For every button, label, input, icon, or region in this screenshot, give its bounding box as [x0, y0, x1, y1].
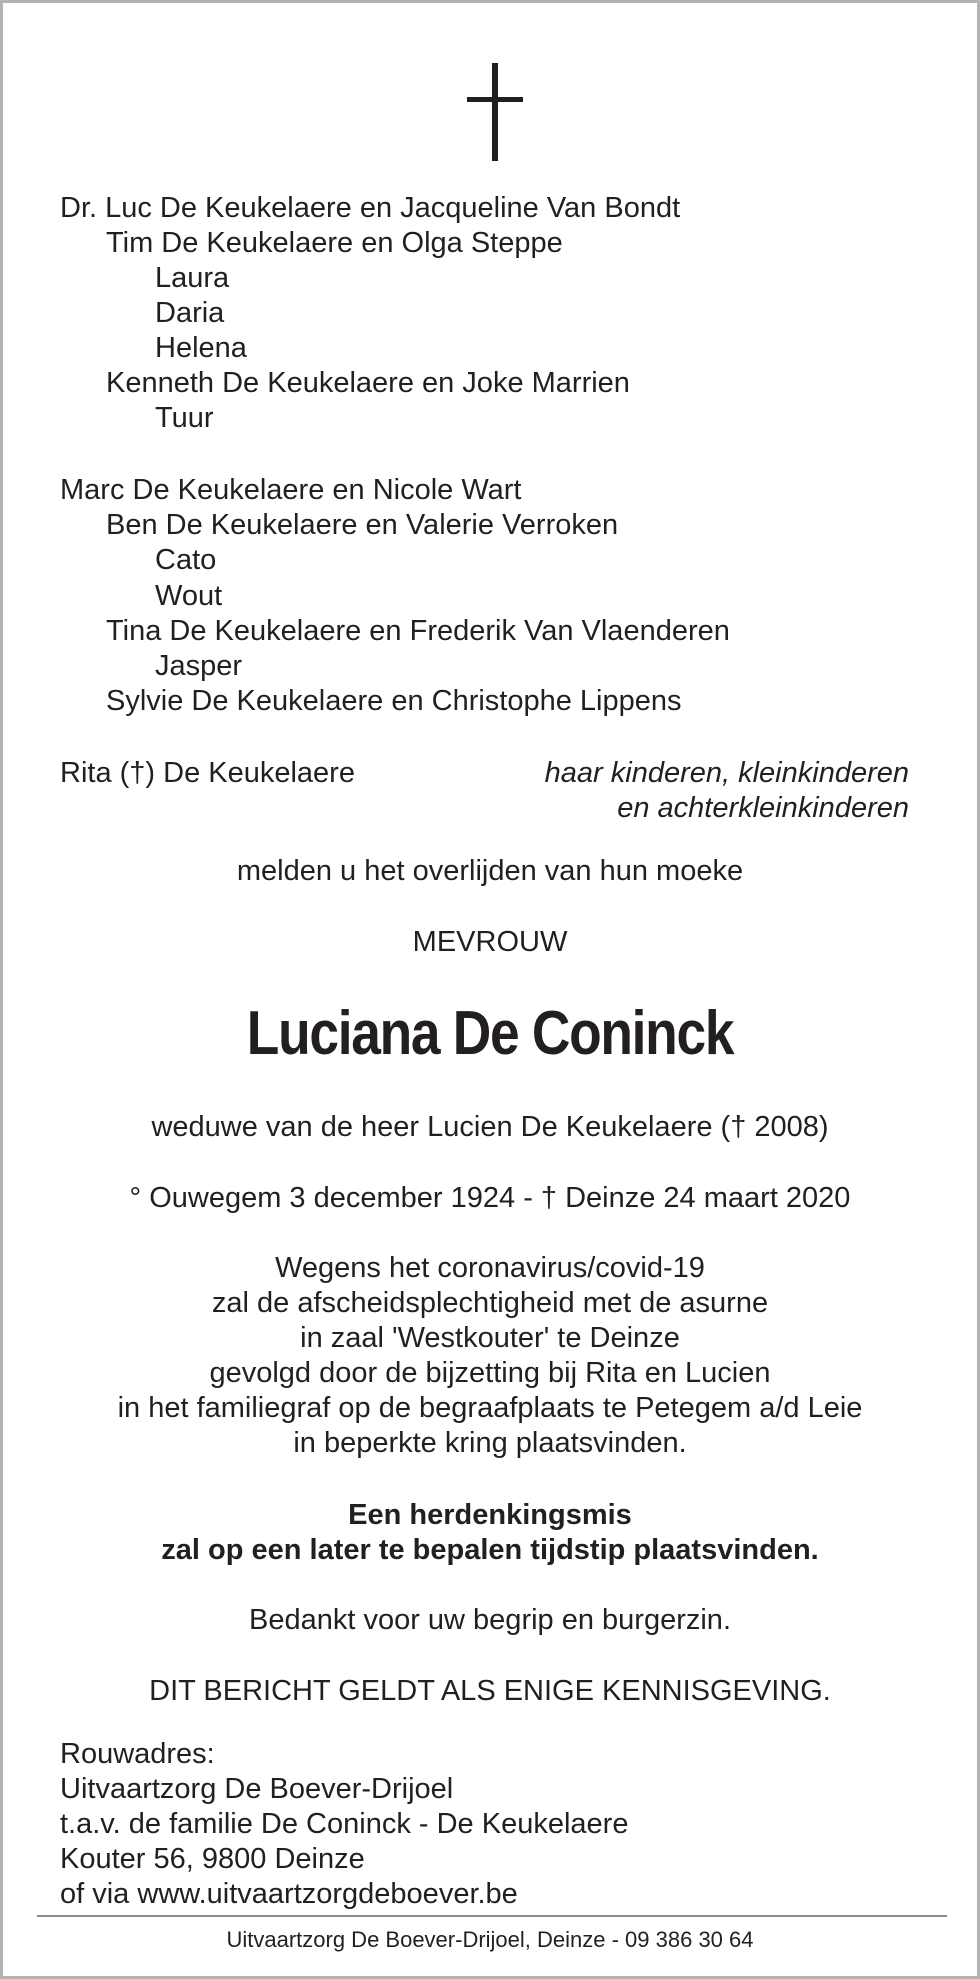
family-member: Tim De Keukelaere en Olga Steppe: [106, 227, 563, 259]
family-member: Sylvie De Keukelaere en Christophe Lippens: [106, 685, 682, 717]
address-label: Rouwadres:: [60, 1738, 215, 1770]
footer-text: Uitvaartzorg De Boever-Drijoel, Deinze - 09 386 30 64: [226, 1927, 754, 1952]
grandchild: Wout: [155, 580, 223, 612]
ceremony-block: [3, 1251, 977, 1461]
memorial-block: [3, 1498, 977, 1568]
grandchild: Daria: [155, 297, 225, 329]
ceremony-line: in het familiegraf op de begraafplaats te Petegem a/d Leie: [117, 1392, 863, 1424]
grandchild: Tuur: [155, 402, 214, 434]
memorial-line1: Een herdenkingsmis: [348, 1499, 632, 1531]
widow-line: weduwe van de heer Lucien De Keukelaere († 2008): [151, 1111, 829, 1143]
grandchild: Helena: [155, 332, 247, 364]
family-group2-head: Marc De Keukelaere en Nicole Wart: [60, 474, 522, 506]
address-website: of via www.uitvaartzorgdeboever.be: [60, 1878, 518, 1910]
announcement-title: MEVROUW: [412, 926, 568, 958]
ceremony-line: zal de afscheidsplechtigheid met de asurne: [211, 1287, 769, 1319]
dates-line: ° Ouwegem 3 december 1924 - † Deinze 24 maart 2020: [129, 1182, 851, 1214]
grandchild: Jasper: [155, 650, 243, 682]
memorial-line2: zal op een later te bepalen tijdstip plaatsvinden.: [161, 1534, 819, 1566]
grandchild: Laura: [155, 262, 230, 294]
address-line: Uitvaartzorg De Boever-Drijoel: [60, 1773, 454, 1805]
descendants-line2: en achterkleinkinderen: [617, 792, 909, 824]
cross-icon: [467, 63, 523, 161]
announcement-intro: melden u het overlijden van hun moeke: [236, 855, 744, 887]
ceremony-line: Wegens het coronavirus/covid-19: [275, 1252, 705, 1284]
thanks-line: Bedankt voor uw begrip en burgerzin.: [248, 1604, 731, 1636]
ceremony-line: in zaal 'Westkouter' te Deinze: [300, 1322, 680, 1354]
descendants-line1: haar kinderen, kleinkinderen: [544, 757, 909, 789]
ceremony-line: in beperkte kring plaatsvinden.: [293, 1427, 687, 1459]
family-rita: Rita (†) De Keukelaere: [60, 757, 355, 789]
notice-line: DIT BERICHT GELDT ALS ENIGE KENNISGEVING.: [149, 1675, 831, 1707]
address-line: t.a.v. de familie De Coninck - De Keukelaere: [60, 1808, 629, 1840]
family-member: Ben De Keukelaere en Valerie Verroken: [106, 509, 619, 541]
address-block: [60, 1737, 628, 1912]
grandchild: Cato: [155, 544, 217, 576]
deceased-name: Luciana De Coninck: [246, 999, 734, 1068]
family-member: Kenneth De Keukelaere en Joke Marrien: [106, 367, 630, 399]
family-member: Tina De Keukelaere en Frederik Van Vlaenderen: [106, 615, 730, 647]
address-line: Kouter 56, 9800 Deinze: [60, 1843, 365, 1875]
family-group1-head: Dr. Luc De Keukelaere en Jacqueline Van Bondt: [60, 192, 681, 224]
ceremony-line: gevolgd door de bijzetting bij Rita en Lucien: [209, 1357, 771, 1389]
footer-divider: [37, 1915, 947, 1917]
